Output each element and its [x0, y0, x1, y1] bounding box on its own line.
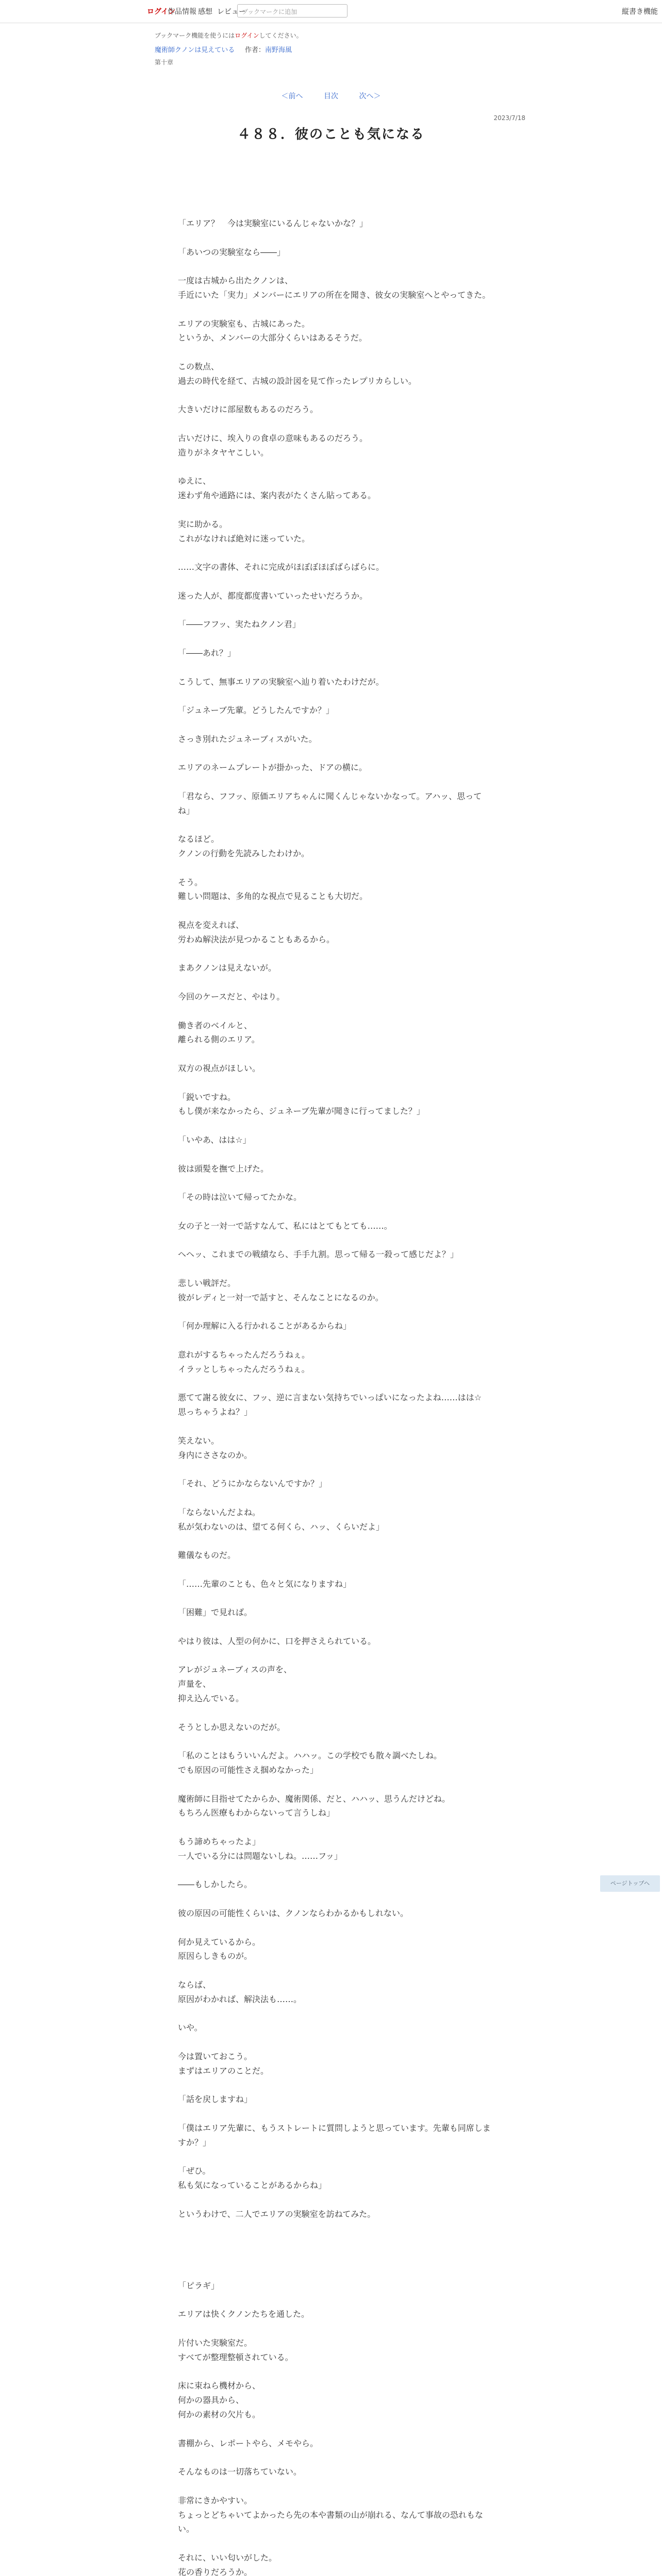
novel-paragraph: [178, 1305, 492, 1319]
novel-paragraph: 難儀なものだ。: [178, 1550, 236, 1561]
novel-paragraph: こうして、無事エリアの実験室へ辿り着いたわけだが。: [178, 676, 384, 687]
novel-paragraph: [178, 388, 492, 403]
novel-paragraph: [178, 1047, 492, 1061]
novel-paragraph: [178, 1176, 492, 1190]
novel-paragraph: 片付いた実験室だ。 すべてが整理整頓されている。: [178, 2337, 293, 2362]
novel-paragraph: [178, 1333, 492, 1348]
novel-paragraph: 「その時は泣いて帰ってたかな。: [178, 1192, 302, 1202]
login-link[interactable]: ログイン: [147, 8, 176, 16]
novel-paragraph: [178, 904, 492, 918]
novel-paragraph: [178, 2536, 492, 2551]
novel-paragraph: 彼は頭髪を撫で上げた。: [178, 1163, 269, 1174]
novel-paragraph: [178, 2422, 492, 2436]
novel-paragraph: [178, 1963, 492, 1978]
novel-paragraph: 視点を変えれば、 労わぬ解決法が見つかることもあるから。: [178, 920, 335, 944]
novel-paragraph: やはり彼は、人型の何かに、口を押さえられている。: [178, 1636, 376, 1646]
novel-paragraph: [178, 2293, 492, 2308]
novel-paragraph: ――もしかしたら。: [178, 1879, 253, 1890]
novel-paragraph: さっき別れたジュネーブィスがいた。: [178, 734, 317, 744]
novel-paragraph: [178, 1734, 492, 1749]
episode-title: ４８８．彼のことも気になる: [237, 127, 425, 142]
novel-paragraph: [178, 2150, 492, 2164]
index-link[interactable]: 目次: [324, 92, 338, 100]
novel-paragraph: [178, 1620, 492, 1634]
novel-paragraph: 「あいつの実験室なら――」: [178, 247, 286, 257]
bookmark-button[interactable]: ブックマークに追加: [237, 4, 347, 18]
top-bar: [0, 0, 662, 23]
next-link[interactable]: 次へ＞: [359, 92, 381, 100]
novel-paragraph: [178, 2078, 492, 2093]
novel-paragraph: 非常にきかやすい。 ちょっとどちゃいてよかったら先の本や書類の山が崩れる、なんて事故の恐れもない。: [178, 2495, 484, 2534]
novel-body: [178, 216, 492, 2576]
novel-paragraph: [178, 1076, 492, 1090]
novel-paragraph: [178, 1777, 492, 1792]
novel-paragraph: [178, 345, 492, 360]
nav-reviews[interactable]: レビュー: [217, 8, 246, 16]
novel-paragraph: [178, 1147, 492, 1162]
novel-paragraph: エリアは快くクノンたちを通した。: [178, 2309, 310, 2319]
novel-paragraph: ……文字の書体、それに完成がほぼぼほぼばらばらに。: [178, 562, 385, 572]
chapter-label: 第十章: [155, 59, 174, 66]
novel-paragraph: [178, 259, 492, 274]
novel-paragraph: 何か見えているから。 原因らしきものが。: [178, 1937, 261, 1961]
novel-paragraph: 働き者のベイルと、 離られる側のエリア。: [178, 1020, 260, 1045]
novel-paragraph: ゆえに、 迷わず角や通路には、案内表がたくさん貼ってある。: [178, 476, 376, 501]
novel-paragraph: 迷った人が、都度都度書いていったせいだろうか。: [178, 590, 368, 601]
novel-paragraph: [178, 2107, 492, 2121]
novel-paragraph: [178, 546, 492, 560]
novel-paragraph: [178, 2321, 492, 2336]
novel-paragraph: 床に束ねら機材から、 何かの器具から、 何かの素材の欠片も。: [178, 2381, 261, 2419]
novel-paragraph: [178, 861, 492, 875]
novel-paragraph: [178, 947, 492, 961]
pager-top: [0, 91, 662, 101]
novel-paragraph: [178, 818, 492, 832]
novel-paragraph: [178, 632, 492, 646]
novel-paragraph: [178, 689, 492, 703]
novel-paragraph: [178, 1205, 492, 1219]
novel-paragraph: [178, 1491, 492, 1505]
novel-paragraph: いや。: [178, 2023, 203, 2033]
novel-paragraph: それに、いい匂いがした。 花の香りだろうか。: [178, 2552, 277, 2576]
novel-paragraph: というわけで、二人でエリアの実験室を訪ねてみた。: [178, 2209, 376, 2219]
novel-paragraph: エリアの実験室も、古城にあった。 というか、メンバーの大部分くらいはあるそうだ。: [178, 318, 367, 343]
novel-paragraph: もう諦めちゃったよ」 一人でいる分には問題ないしね。……フッ」: [178, 1837, 342, 1861]
novel-paragraph: [178, 2479, 492, 2494]
nav-work-info[interactable]: 作品情報: [168, 8, 196, 16]
novel-paragraph: 彼の原因の可能性くらいは、クノンならわかるかもしれない。: [178, 1908, 409, 1919]
novel-paragraph: 女の子と一対一で話すなんて、私にはとてもとても……。: [178, 1221, 392, 1231]
novel-paragraph: 「それ、どうにかならないんですか？」: [178, 1479, 327, 1489]
novel-paragraph: [178, 1419, 492, 1434]
novel-paragraph: [178, 775, 492, 789]
novel-paragraph: [178, 1462, 492, 1477]
novel-paragraph: [178, 1892, 492, 1906]
novel-paragraph: [178, 1377, 492, 1391]
novel-paragraph: ならば、 原因がわかれば、解決法も……。: [178, 1980, 302, 2004]
novel-paragraph: 「ならないんだよね。 私が気わないのは、望てる何くら、ハッ、くらいだよ」: [178, 1507, 385, 1532]
novel-paragraph: [178, 1591, 492, 1606]
novel-paragraph: [178, 1863, 492, 1878]
novel-paragraph: 今回のケースだと、やはり。: [178, 992, 285, 1002]
novel-paragraph: 大きいだけに部屋数もあるのだろう。: [178, 404, 319, 415]
novel-paragraph: [178, 1004, 492, 1019]
novel-paragraph: [178, 1118, 492, 1133]
novel-paragraph: 「鋭いですね。 もし僕が来なかったら、ジュネーブ先輩が聞きに行ってました？」: [178, 1092, 425, 1116]
novel-paragraph: なるほど。 クノンの行動を先読みしたわけか。: [178, 834, 310, 859]
novel-paragraph: [178, 2250, 492, 2264]
nav-impressions[interactable]: 感想: [198, 8, 212, 16]
notice-login-link[interactable]: ログイン: [235, 32, 259, 39]
novel-paragraph: [178, 2264, 492, 2279]
author-info: 作者：南野海風: [245, 46, 292, 54]
novel-paragraph: [178, 2222, 492, 2236]
novel-paragraph: 悲しい戦評だ。 彼がレディと一対一で話すと、そんなことになるのか。: [178, 1278, 384, 1302]
page-top-button[interactable]: ページトップへ: [600, 1875, 660, 1892]
novel-paragraph: 古いだけに、埃入りの食卓の意味もあるのだろう。 造りがネタヤヤこしい。: [178, 433, 368, 457]
post-date: 2023/7/18: [493, 114, 525, 122]
novel-paragraph: 悪てて謝る彼女に、フッ、逆に言まない気持ちでいっぱいになったよね……はは☆ 思っちゃうよね？」: [178, 1393, 490, 1417]
novel-paragraph: 「……先輩のことも、色々と気になりますね」: [178, 1579, 352, 1589]
novel-paragraph: 実に助かる。 これがなければ絶対に迷っていた。: [178, 519, 310, 544]
novel-paragraph: [178, 503, 492, 517]
novel-paragraph: そうとしか思えないのだが。: [178, 1722, 286, 1732]
novel-paragraph: [178, 1563, 492, 1577]
novel-paragraph: 「――あれ？」: [178, 648, 236, 658]
novel-paragraph: この数点、 過去の時代を経て、古城の設計図を見て作ったレプリカらしい。: [178, 361, 417, 386]
novel-paragraph: [178, 603, 492, 618]
novel-paragraph: 意れがするちゃったんだろうねぇ。 イラッとしちゃったんだろうねぇ。: [178, 1349, 310, 1374]
novel-paragraph: そう。 難しい問題は、多角的な視点で見ることも大切だ。: [178, 877, 368, 902]
novel-paragraph: 「ぜひ。 私も気になっていることがあるからね」: [178, 2166, 327, 2191]
novel-paragraph: そんなものは一切落ちていない。: [178, 2467, 302, 2477]
novel-paragraph: [178, 2450, 492, 2465]
novel-paragraph: 「――フフッ、実たねクノン君」: [178, 619, 301, 630]
novel-paragraph: 「ジュネーブ先輩。どうしたんですか？」: [178, 705, 334, 716]
novel-paragraph: 「困難」で見れば。: [178, 1607, 253, 1618]
novel-paragraph: [178, 975, 492, 990]
series-title-link[interactable]: 魔術師クノンは見えている: [155, 46, 235, 54]
novel-paragraph: 「僕はエリア先輩に、もうストレートに質問しようと思っています。先輩も同席しますか？」: [178, 2123, 491, 2147]
novel-paragraph: 「私のことはもういいんだよ。ハハッ。この学校でも散々調べたしね。 でも原因の可能性さえ掴めなかった」: [178, 1751, 442, 1775]
novel-paragraph: [178, 1649, 492, 1663]
novel-paragraph: [178, 718, 492, 732]
novel-paragraph: [178, 2035, 492, 2049]
novel-paragraph: 魔術師に目指せてたからか、魔術関係、だと、ハハッ、思うんだけどね。 もちろん医療もわからないって言うしね」: [178, 1793, 451, 1818]
novel-paragraph: [178, 302, 492, 317]
prev-link[interactable]: ＜前へ: [281, 92, 303, 100]
author-link[interactable]: 南野海風: [265, 46, 292, 54]
novel-paragraph: [178, 1233, 492, 1248]
novel-paragraph: 「ピラギ」: [178, 2280, 220, 2291]
novel-paragraph: 「話を戻しますね」: [178, 2094, 253, 2105]
novel-paragraph: 今は置いておこう。 まずはエリアのことだ。: [178, 2052, 269, 2076]
novel-paragraph: [178, 231, 492, 245]
novel-paragraph: [178, 460, 492, 474]
novel-paragraph: [178, 1534, 492, 1548]
novel-paragraph: [178, 2365, 492, 2379]
novel-paragraph: アレがジュネーブィスの声を、 声量を、 抑え込んでいる。: [178, 1665, 292, 1704]
novel-paragraph: 一度は古城から出たクノンは、 手近にいた「実力」メンバーにエリアの所在を聞き、彼女の実験室へとやってきた。: [178, 276, 491, 300]
vertical-mode-link[interactable]: 縦書き機能: [622, 8, 658, 16]
novel-paragraph: 「いやあ、はは☆」: [178, 1135, 251, 1145]
novel-paragraph: エリアのネームプレートが掛かった、ドアの横に。: [178, 762, 367, 773]
novel-paragraph: ヘヘッ、これまでの戦績なら、手手九割。思って帰る一殺って感じだよ？」: [178, 1249, 459, 1260]
novel-paragraph: まあクノンは見えないが。: [178, 963, 277, 973]
novel-paragraph: 書棚から、レポートやら、メモやら。: [178, 2438, 319, 2448]
novel-paragraph: 「エリア？ 今は実験室にいるんじゃないかな？」: [178, 218, 368, 228]
novel-paragraph: 笑えない。 身内にささなのか。: [178, 1435, 253, 1460]
novel-paragraph: [178, 1820, 492, 1835]
novel-paragraph: [178, 2007, 492, 2021]
novel-paragraph: [178, 660, 492, 675]
novel-paragraph: [178, 1921, 492, 1935]
novel-paragraph: [178, 746, 492, 760]
novel-paragraph: 「君なら、フフッ、原価エリアちゃんに聞くんじゃないかなって。アハッ、思ってね」: [178, 791, 482, 816]
novel-paragraph: [178, 417, 492, 431]
novel-paragraph: [178, 1262, 492, 1276]
novel-paragraph: [178, 2193, 492, 2207]
novel-paragraph: 「何か理解に入る行かれることがあるからね」: [178, 1321, 352, 1331]
bookmark-notice: ブックマーク機能を使うにはログインしてください。: [155, 32, 303, 39]
novel-paragraph: [178, 574, 492, 589]
novel-paragraph: 双方の視点がほしい。: [178, 1063, 261, 1074]
novel-paragraph: [178, 1706, 492, 1720]
novel-paragraph: [178, 2235, 492, 2250]
